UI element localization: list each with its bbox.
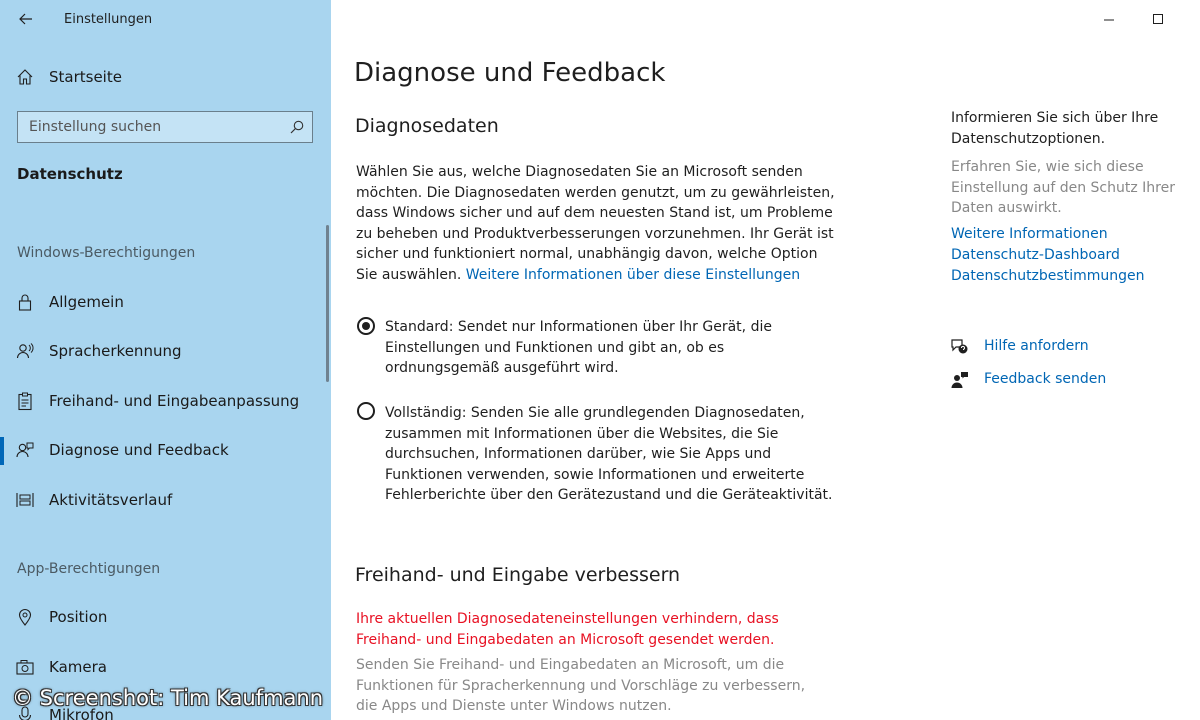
warning-line: Ihre aktuellen Diagnosedateneinstellungen verhindern, dass [356, 611, 779, 627]
intro-line: zu beheben und Produktverbesserungen vorzunehmen. Ihr Gerät ist [356, 225, 834, 242]
option-line: Fehlerberichte über den Gerätezustand und die Geräteaktivität. [385, 487, 833, 504]
location-icon [15, 607, 35, 627]
back-button[interactable] [16, 8, 38, 30]
sidebar-item-label: Allgemein [49, 293, 124, 311]
sidebar [0, 0, 331, 720]
back-arrow-icon [16, 8, 38, 30]
option-standard-label[interactable] [385, 317, 772, 379]
search-icon[interactable] [289, 119, 305, 135]
option-line: Einstellungen und Funktionen und gibt an, ob es [385, 339, 725, 356]
option-line: durchsuchen, Informationen darüber, wie Sie Apps und [385, 446, 772, 463]
sidebar-item-activity-history[interactable] [0, 479, 331, 523]
desc-line: Funktionen für Spracherkennung und Vorschläge zu verbessern, [356, 677, 806, 694]
privacy-statement-link[interactable]: Datenschutzbestimmungen [951, 268, 1145, 284]
home-icon [15, 67, 35, 87]
sidebar-item-speech[interactable] [0, 330, 331, 374]
aside-desc-line: Einstellung auf den Schutz Ihrer [951, 179, 1175, 196]
aside-description [951, 157, 1175, 219]
aside-heading-line: Informieren Sie sich über Ihre [951, 110, 1159, 126]
sidebar-scrollbar[interactable] [326, 225, 329, 382]
main-content [331, 0, 1200, 720]
intro-line: möchten. Die Diagnosedaten werden genutzt, um zu gewährleisten, [356, 184, 835, 201]
sidebar-item-label: Mikrofon [49, 706, 114, 720]
sidebar-item-general[interactable] [0, 281, 331, 325]
minimize-button[interactable] [1086, 4, 1132, 34]
ink-description [356, 655, 805, 717]
intro-line: dass Windows sicher und auf dem neuesten Stand ist, um Probleme [356, 205, 833, 222]
clipboard-icon [15, 391, 35, 411]
intro-line: Wählen Sie aus, welche Diagnosedaten Sie an Microsoft senden [356, 164, 803, 180]
option-line: Funktionen verwenden, sowie Informationen und erweiterte [385, 466, 805, 483]
sidebar-item-label: Diagnose und Feedback [49, 441, 229, 459]
sidebar-item-diagnostics-feedback[interactable] [0, 429, 331, 473]
option-line: Standard: Sendet nur Informationen über Ihr Gerät, die [385, 319, 772, 335]
sidebar-item-camera[interactable] [0, 646, 331, 690]
option-line: Vollständig: Senden Sie alle grundlegenden Diagnosedaten, [385, 405, 805, 421]
maximize-icon [1152, 13, 1164, 25]
feedback-person-icon[interactable] [950, 370, 970, 390]
aside-desc-line: Daten auswirkt. [951, 200, 1062, 217]
page-title: Diagnose und Feedback [354, 58, 666, 88]
aside-heading [951, 108, 1158, 149]
aside-heading-line: Datenschutzoptionen. [951, 130, 1106, 147]
radio-full[interactable] [357, 402, 375, 420]
lock-icon [15, 292, 35, 312]
option-line: zusammen mit Informationen über die Websites, die Sie [385, 425, 779, 442]
ink-warning [356, 609, 779, 650]
sidebar-item-home[interactable] [0, 56, 331, 100]
section-app-permissions: App-Berechtigungen [17, 561, 161, 577]
get-help-link[interactable]: Hilfe anfordern [984, 338, 1089, 354]
sidebar-item-location[interactable] [0, 596, 331, 640]
camera-icon [15, 657, 35, 677]
option-line: ordnungsgemäß ausgeführt wird. [385, 360, 619, 377]
speech-icon [15, 341, 35, 361]
sidebar-item-label: Position [49, 608, 108, 626]
option-full-label[interactable] [385, 403, 832, 506]
aside-desc-line: Erfahren Sie, wie sich diese [951, 159, 1144, 175]
intro-prefix: Sie auswählen. [356, 266, 462, 283]
watermark: © Screenshot: Tim Kaufmann [12, 686, 324, 710]
help-icon[interactable] [950, 337, 970, 357]
intro-line: sicher und funktioniert normal, unabhängig davon, welche Option [356, 246, 818, 263]
minimize-icon [1103, 13, 1115, 25]
warning-line: Freihand- und Eingabedaten an Microsoft gesendet werden. [356, 631, 775, 648]
intro-line [356, 265, 835, 286]
desc-line: Senden Sie Freihand- und Eingabedaten an Microsoft, um die [356, 657, 785, 673]
search-input[interactable] [18, 112, 289, 142]
search-box[interactable] [17, 111, 313, 143]
feedback-icon [15, 440, 35, 460]
category-title: Datenschutz [17, 165, 123, 183]
ink-typing-heading: Freihand- und Eingabe verbessern [355, 564, 681, 586]
sidebar-item-ink-typing[interactable] [0, 380, 331, 424]
diagnostics-heading: Diagnosedaten [355, 115, 499, 137]
app-title: Einstellungen [64, 12, 153, 27]
more-info-settings-link[interactable]: Weitere Informationen über diese Einstellungen [465, 266, 801, 283]
privacy-dashboard-link[interactable]: Datenschutz-Dashboard [951, 247, 1120, 263]
sidebar-item-label: Spracherkennung [49, 342, 182, 360]
sidebar-item-label: Aktivitätsverlauf [49, 491, 173, 509]
diagnostics-intro [356, 162, 835, 286]
send-feedback-link[interactable]: Feedback senden [984, 371, 1107, 387]
radio-selected-dot [362, 322, 370, 330]
timeline-icon [15, 490, 35, 510]
sidebar-item-label: Kamera [49, 658, 107, 676]
maximize-button[interactable] [1135, 4, 1181, 34]
sidebar-item-label: Freihand- und Eingabeanpassung [49, 392, 300, 410]
sidebar-item-label: Startseite [49, 68, 122, 86]
more-info-link[interactable]: Weitere Informationen [951, 226, 1108, 242]
radio-standard[interactable] [357, 317, 375, 335]
desc-line: die Apps und Dienste unter Windows nutzen. [356, 698, 672, 715]
section-windows-permissions: Windows-Berechtigungen [17, 245, 196, 261]
